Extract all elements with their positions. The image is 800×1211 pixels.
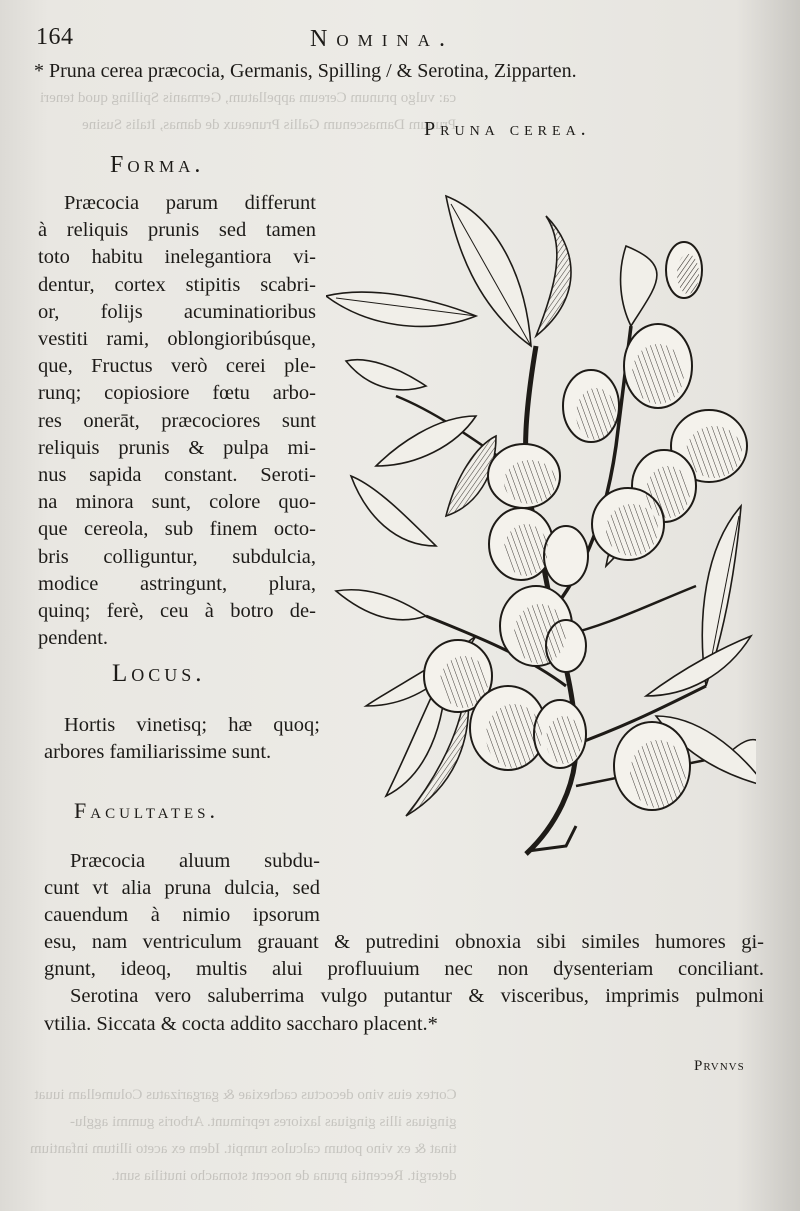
marginal-note: * Pruna cerea præcocia, Germanis, Spilling / & Serotina, Zipparten. [34, 60, 577, 82]
text-line: vestiti rami, oblongioribúsque, [38, 328, 316, 351]
text-line: pendent. [38, 627, 109, 650]
text-line: reliquis prunis & pulpa mi- [38, 436, 316, 459]
facultates-paragraph-start [44, 848, 320, 930]
section-heading-forma: Forma. [110, 152, 205, 178]
bleed-through-text: ca: vulgo prunum Cereum appellatum, Germanis Spilling quod teneri Prunum Damascenum Gallis Pruneaux de damas, Italis Susine [40, 90, 457, 133]
text-line: dentur, cortex stipitis scabri- [38, 273, 316, 296]
text-line: arbores familiarissime sunt. [44, 741, 272, 764]
text-line: Præcocia aluum subdu- [70, 850, 320, 872]
text-line: esu, nam ventriculum grauant & putredini obnoxia sibi similes humores gi- [44, 931, 764, 953]
catchword: Prvnvs [694, 1058, 745, 1074]
text-line: or, folijs acuminatioribus [38, 300, 316, 323]
text-line: cauendum à nimio ipsorum [44, 904, 320, 927]
forma-paragraph [38, 190, 316, 652]
text-line: na minora sunt, colore quo- [38, 491, 316, 514]
section-heading-facultates: Facultates. [74, 798, 219, 823]
plum-branch-woodcut [326, 186, 756, 866]
plant-title: Pruna cerea. [424, 118, 591, 140]
locus-paragraph [44, 712, 320, 766]
text-line: runq; copiosiore fœtu arbo- [38, 382, 316, 405]
bleed-through-text-lower: Cortex eius vino decoctus cachexiae & gargarizatus Columellam iuuat gingiuas illis gingiuas laxiores reprimunt. Arboris gummi agglu- tinat & ex vino potum calculos rumpit. Idem ex aceto illitum infantium detergit. Recentia pruna de nocent stomacho inutilia sunt. [30, 1087, 457, 1184]
page-number: 164 [36, 24, 74, 50]
text-line: quinq; ferè, ceu à botro de- [38, 600, 316, 623]
text-line: à reliquis prunis sed tamen [38, 219, 316, 242]
text-line: res onerāt, præcociores sunt [38, 409, 316, 432]
text-line: Præcocia parum differunt [64, 192, 316, 214]
text-line: Serotina vero saluberrima vulgo putantur & visceribus, imprimis pulmoni [70, 985, 764, 1008]
text-line: vtilia. Siccata & cocta addito saccharo placent.* [44, 1012, 438, 1035]
text-line: que, Fructus verò cerei ple- [38, 355, 316, 378]
section-heading-locus: Locus. [112, 660, 206, 687]
text-line: que cereola, sub finem octo- [38, 518, 316, 541]
text-line: gnunt, ideoq, multis alui profluuium nec non dysenteriam conciliant. [44, 958, 764, 981]
facultates-paragraph-wide [44, 929, 764, 1038]
text-line: Hortis vinetisq; hæ quoq; [64, 714, 320, 736]
text-line: bris colliguntur, subdulcia, [38, 545, 316, 568]
text-line: modice astringunt, plura, [38, 572, 316, 595]
text-line: nus sapida constant. Seroti- [38, 464, 316, 487]
running-head: Nomina. [310, 26, 454, 52]
text-line: cunt vt alia pruna dulcia, sed [44, 877, 320, 900]
text-line: toto habitu inelegantiora vi- [38, 246, 316, 269]
